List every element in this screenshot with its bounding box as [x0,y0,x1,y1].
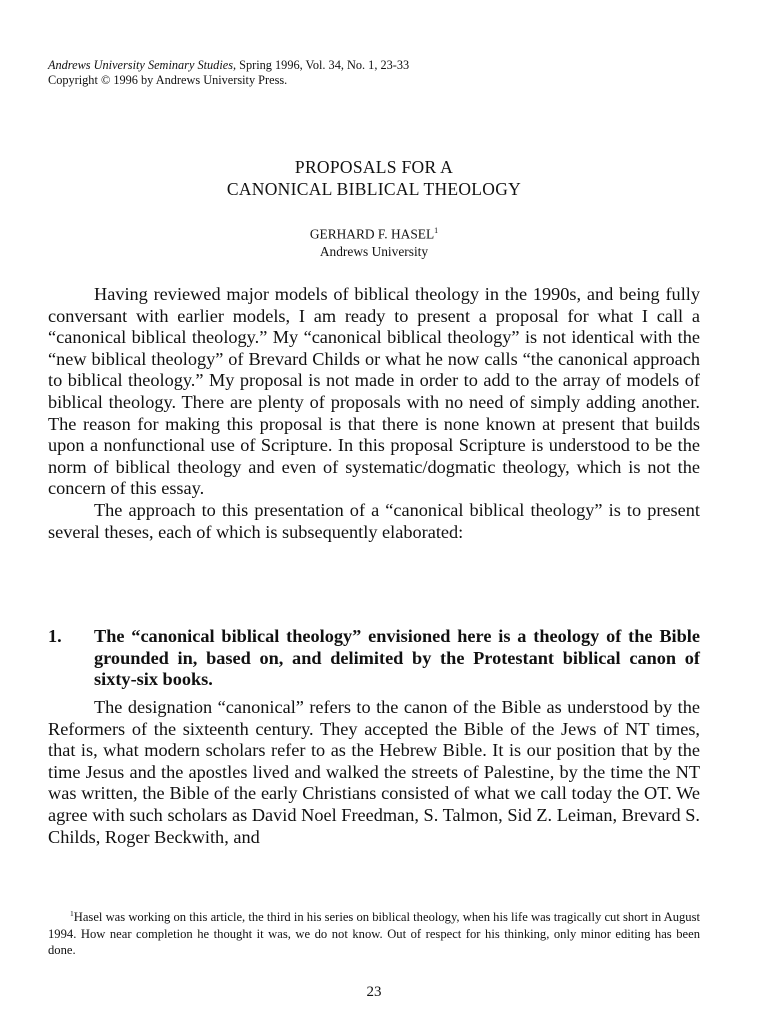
title-line-2: CANONICAL BIBLICAL THEOLOGY [226,179,522,199]
author-footnote-mark: 1 [434,226,439,235]
thesis-1 [48,626,700,691]
author-block [48,222,700,261]
journal-issue: Spring 1996, Vol. 34, No. 1, 23-33 [236,58,410,72]
author-line [48,222,700,243]
copyright-line: Copyright © 1996 by Andrews University Press. [48,73,288,87]
author-name: GERHARD F. HASEL [309,226,435,242]
page-number: 23 [366,984,382,1000]
paragraph-3: The designation “canonical” refers to the canon of the Bible as understood by the Reformers of the sixteenth century. They accepted the Bible of the Jews of NT times, that is, what modern scholars refer to as the Hebrew Bible. It is our position that by the time Jesus and the apostles lived and walked the streets of Palestine, by the time the NT was written, the Bible of the early Christians consisted of what we call today the OT. We agree with such scholars as David Noel Freedman, S. Talmon, Sid Z. Leiman, Brevard S. Childs, Roger Beckwith, and [48,697,700,847]
thesis-number: 1. [48,626,62,646]
journal-citation [48,58,409,88]
footnote [48,906,700,959]
body-text [48,284,700,543]
thesis-text: The “canonical biblical theology” envisioned here is a theology of the Bible grounded in, based on, and delimited by the Protestant biblical canon of sixty-six books. [94,626,700,690]
footnote-1 [48,906,700,959]
author-affiliation: Andrews University [319,244,429,260]
journal-line [48,58,409,73]
article-title [48,156,700,200]
paragraph-1: Having reviewed major models of biblical theology in the 1990s, and being fully conversant with earlier models, I am ready to present a proposal for what I call a “canonical biblical theology.” My “canonical biblical theology” is not identical with the “new biblical theology” of Brevard Childs or what he now calls “the canonical approach to biblical theology.” My proposal is not made in order to add to the array of models of biblical theology. There are plenty of proposals with no need of simply adding another. The reason for making this proposal is that there is none known at present that builds upon a nonfunctional use of Scripture. In this proposal Scripture is understood to be the norm of biblical theology and even of systematic/dogmatic theology, which is not the concern of this essay. [48,284,700,499]
paragraph-2: The approach to this presentation of a “canonical biblical theology” is to present several theses, each of which is subsequently elaborated: [48,499,700,542]
body-text-continued [48,697,700,848]
footnote-mark: 1 [70,909,74,918]
title-line-1: PROPOSALS FOR A [294,157,454,177]
journal-name: Andrews University Seminary Studies, [48,58,237,72]
footnote-text: Hasel was working on this article, the third in his series on biblical theology, when his life was tragically cut short in August 1994. How near completion he thought it was, we do not know. Out of respect for his thinking, only minor editing has been done. [48,910,700,958]
